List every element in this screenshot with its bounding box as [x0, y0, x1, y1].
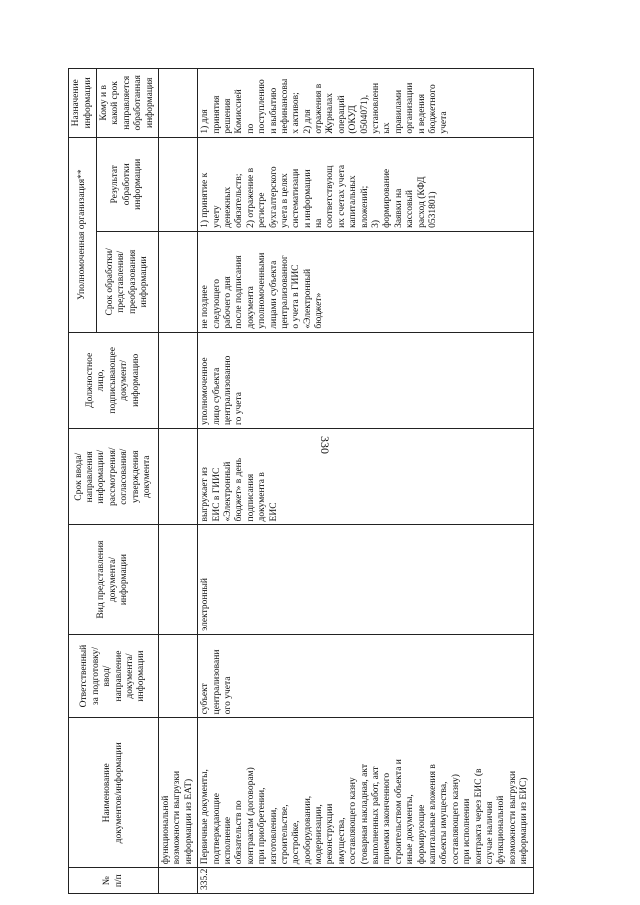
cell-org-result: 1) принятие к учету денежных обязательств; 2) отражение в регистре бухгалтерского учета в целях систематизаци и информации на соответствующ их счетах учета капитальных вложений; 3) формирование Заявки на кассовый расход (КФД 0531801) — [198, 137, 533, 231]
cell-org-result — [159, 137, 198, 231]
cell-deadline: выгружает из ЕИС в ГИИС «Электронный бюджет» в день подписания документа в ЕИС — [198, 429, 533, 525]
cell-dest: 1) для принятия решения Комиссией по поступлению и выбытию нефинансовы х активов; 2) для отражения в Журналах операций (ОКУД 0504071), установленн ых правилами организации и ведения бюджетного учета — [198, 69, 533, 138]
header-dest-whom: Кому и в какой срок направляется обработанная информация — [97, 69, 159, 138]
header-num: № п/п — [69, 868, 159, 894]
document-table-sheet — [68, 68, 568, 894]
cell-responsible — [159, 634, 198, 718]
header-deadline: Срок ввода/ направления информации/ рассмотрения/ согласования/ утверждения документа — [69, 429, 159, 525]
cell-org-term — [159, 231, 198, 332]
header-dest-group: Назначение информации — [69, 69, 97, 138]
cell-dest — [159, 69, 198, 138]
cell-view: электронный — [198, 525, 533, 634]
cell-num: 335.2 — [198, 868, 533, 894]
cell-official: уполномоченное лицо субъекта централизованно го учета — [198, 332, 533, 428]
cell-doc-name: функциональной возможности выгрузки информации из ЕАТ) — [159, 718, 198, 868]
header-org-term: Срок обработки/ представления/ преобразования информации — [97, 231, 159, 332]
header-official: Должностное лицо, подписывающее документ/ информацию — [69, 332, 159, 428]
header-view: Вид представления документа/ информации — [69, 525, 159, 634]
header-doc-name: Наименование документов/информации — [69, 718, 159, 868]
header-org-result: Результат обработки информации — [97, 137, 159, 231]
table-row — [159, 69, 198, 894]
cell-org-term: не позднее следующего рабочего дня после подписания документа уполномоченными лицами субъекта централизованног о учета в ГИИС «Электронный бюджет» — [198, 231, 533, 332]
document-table — [68, 68, 534, 894]
table-row — [198, 69, 533, 894]
cell-official — [159, 332, 198, 428]
cell-doc-name: Первичные документы, подтверждающие исполнение обязательств по контрактам (договорам) при приобретении, изготовлении, строительстве, достройке, дооборудовании, модернизации, реконструкции имущества, составляющего казну (товарная накладная, акт выполненных работ, акт приемки законченного строительством объекта и иные документы, формирующие капитальные вложения в объекты имущества, составляющего казну) при исполнении контракта через ЕИС (в случае наличия функциональной возможности выгрузки информации из ЕИС) — [198, 718, 533, 868]
cell-deadline — [159, 429, 198, 525]
header-responsible: Ответственный за подготовку/ ввод/ направление документа/ информации — [69, 634, 159, 718]
cell-num — [159, 868, 198, 894]
page-number: 330 — [318, 436, 332, 454]
cell-responsible: субъект централизовани ого учета — [198, 634, 533, 718]
header-org-group: Уполномоченная организация** — [69, 137, 97, 332]
cell-view — [159, 525, 198, 634]
